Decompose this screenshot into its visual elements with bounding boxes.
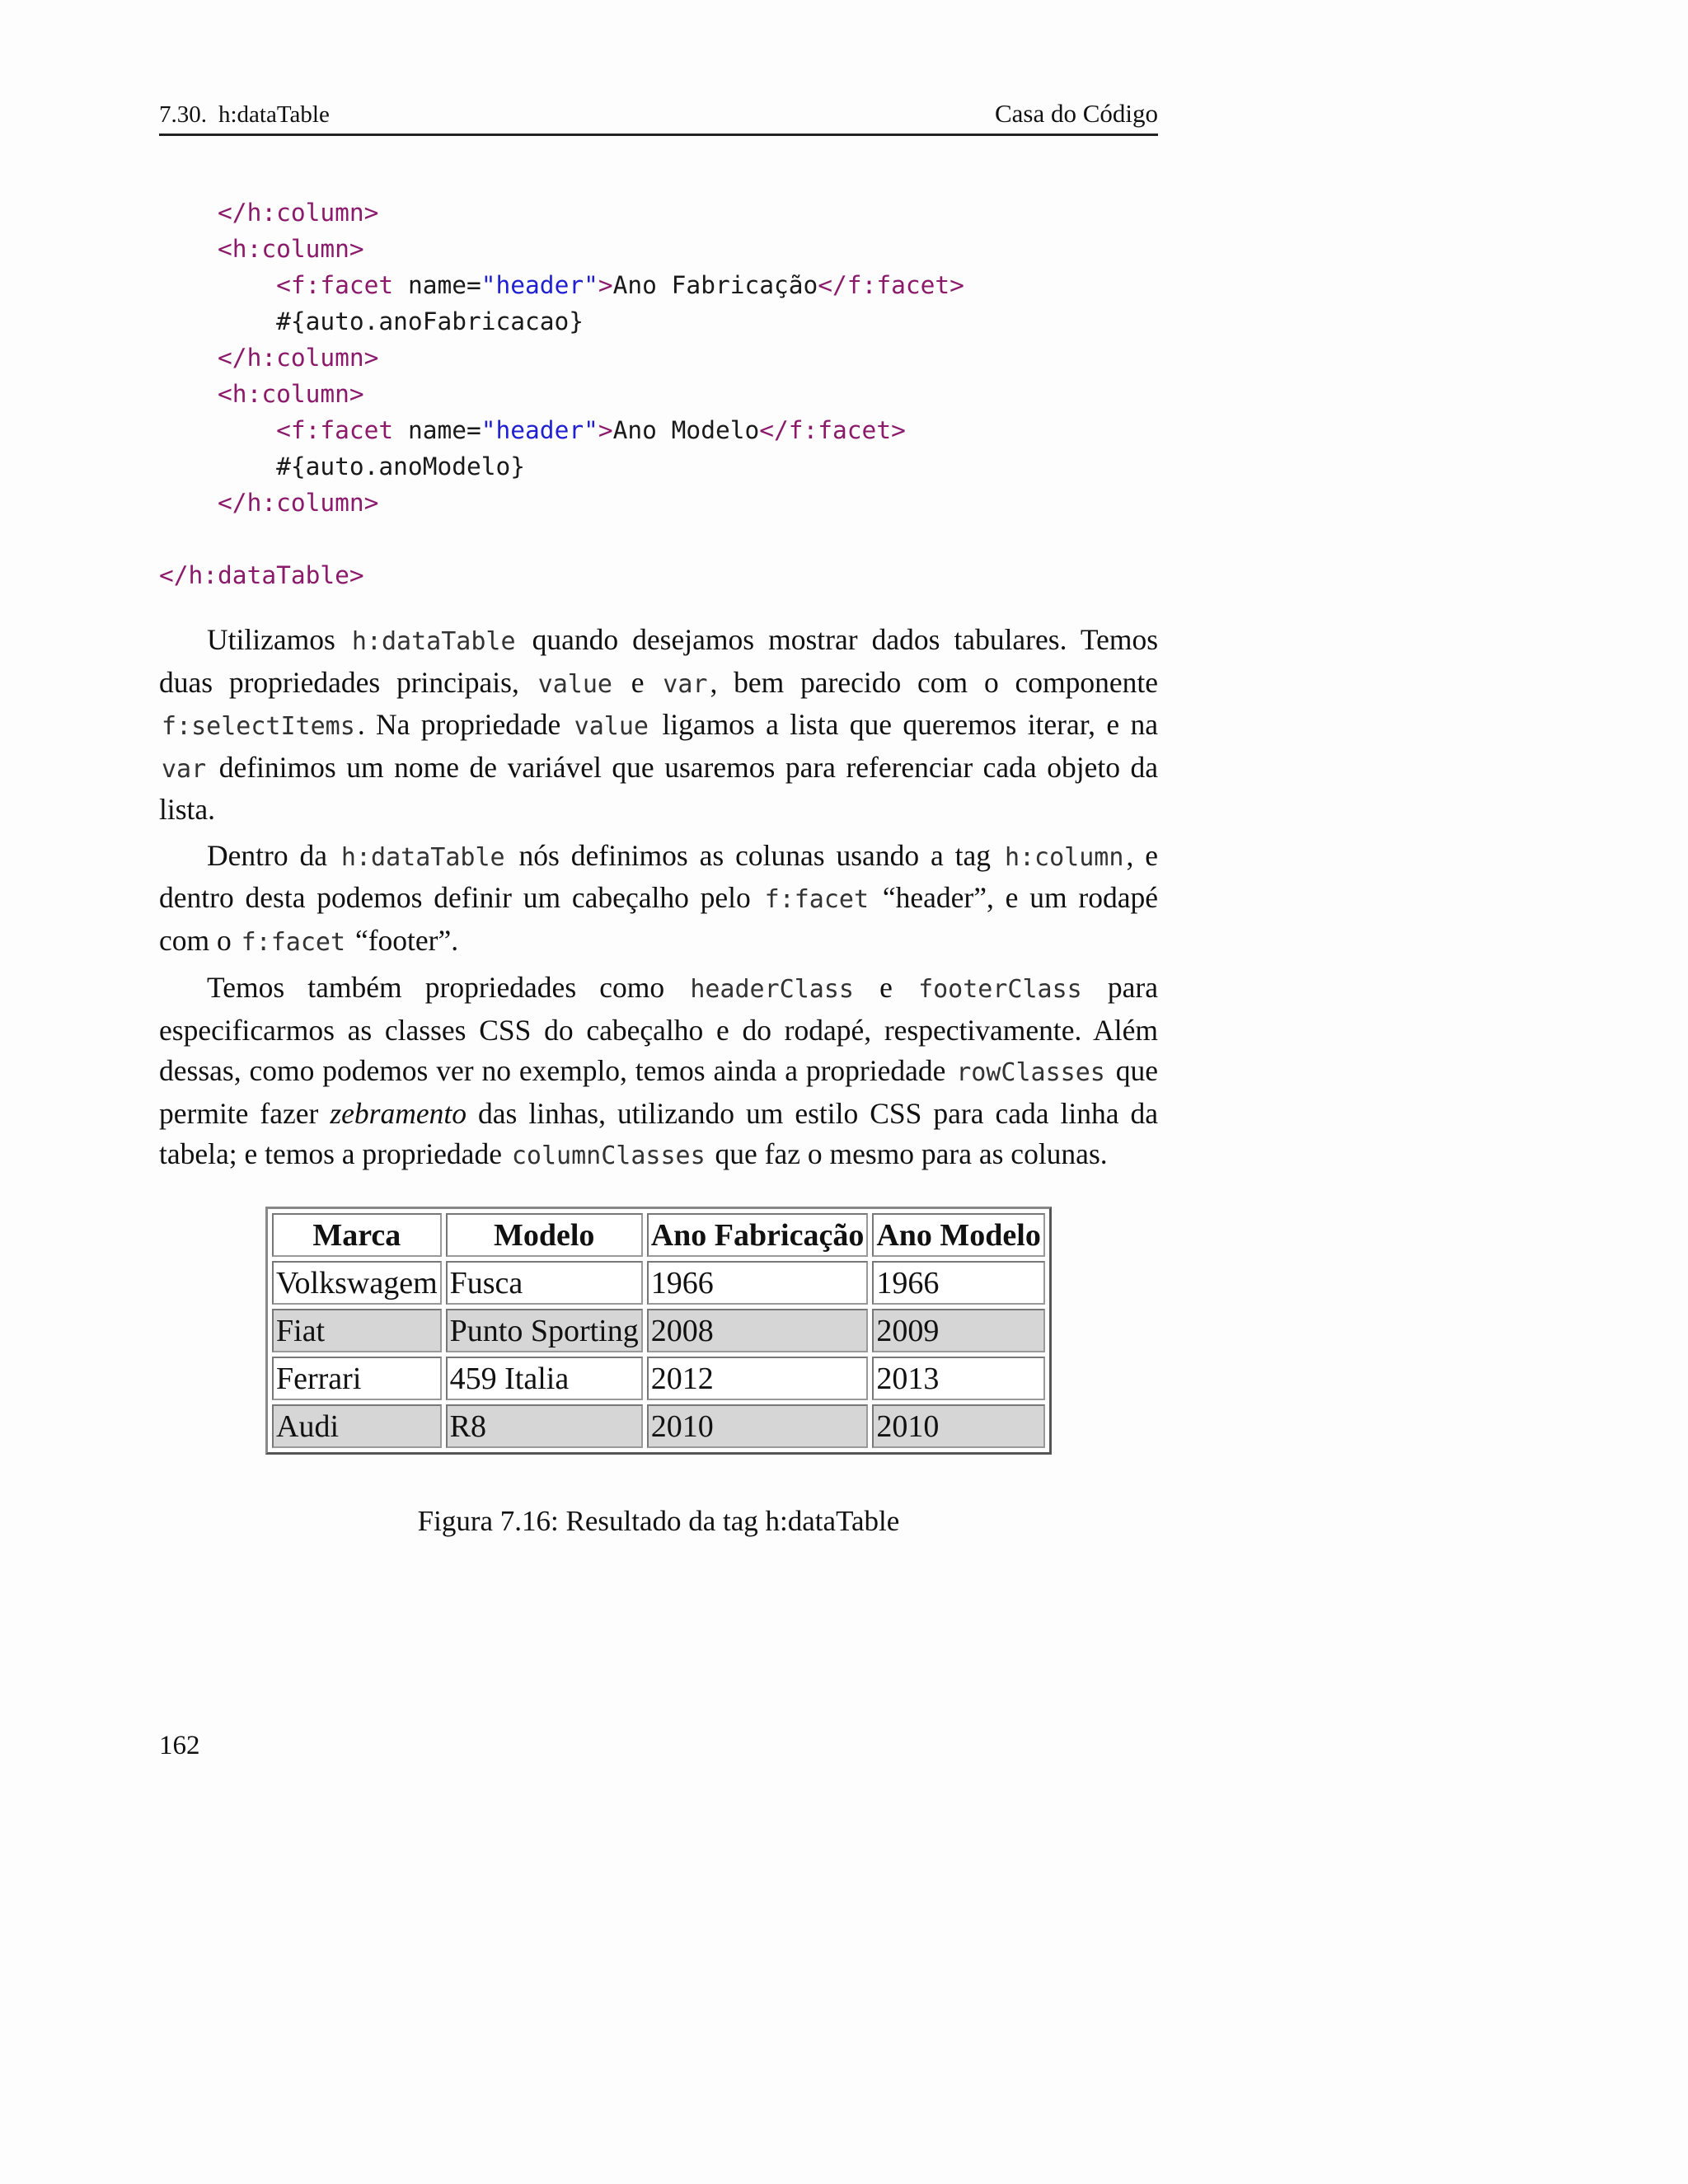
paragraph-text: “footer”. [348, 923, 459, 957]
table-cell: 2009 [872, 1309, 1045, 1352]
code-line [159, 267, 964, 303]
body-text [159, 620, 1158, 1182]
paragraph-text: Temos também propriedades como [207, 971, 688, 1004]
code-text [159, 235, 218, 263]
inline-code: rowClasses [956, 1058, 1105, 1087]
inline-code: h:dataTable [340, 842, 505, 872]
code-line [159, 485, 964, 521]
page-number: 162 [159, 1731, 200, 1760]
code-text [159, 489, 218, 517]
paragraph-text: para especificarmos as classes CSS do cabeçalho e do rodapé, respectivamente. Além dessas, como podemos ver no exemplo, temos ainda a propriedade [159, 971, 1158, 1087]
paragraph-text: nós definimos as colunas usando a tag [507, 838, 1002, 872]
code-text: name= [393, 416, 481, 444]
code-tag: </h:column> [218, 344, 379, 372]
emphasis: zebramento [330, 1096, 467, 1130]
inline-code: columnClasses [511, 1141, 706, 1170]
paragraph-text: “header”, e um rodapé com o [159, 881, 1159, 957]
code-text [159, 271, 276, 299]
table-row [272, 1309, 1045, 1352]
inline-code: f:facet [764, 885, 870, 914]
inline-code: var [162, 754, 207, 784]
paragraph-text: e [856, 971, 917, 1004]
paragraph-text: que permite fazer [159, 1054, 1158, 1130]
code-tag: </f:facet> [818, 271, 964, 299]
paragraph-text: Utilizamos [207, 623, 349, 656]
code-text [159, 344, 218, 372]
table-row [272, 1404, 1045, 1448]
table-row [272, 1357, 1045, 1400]
inline-code: footerClass [918, 975, 1082, 1004]
code-line [159, 376, 964, 412]
section-title: h:dataTable [218, 101, 330, 128]
paragraph-text: e [614, 665, 661, 699]
figure-caption: Figura 7.16: Resultado da tag h:dataTable [417, 1505, 900, 1537]
paragraph-text: . Na propriedade [357, 708, 572, 741]
inline-code: value [574, 712, 649, 741]
paragraph [159, 836, 1158, 963]
running-header [159, 97, 1158, 136]
paragraph-text: ligamos a lista que queremos iterar, e na [650, 708, 1159, 741]
section-number: 7.30. [159, 101, 207, 128]
table-cell: Fiat [272, 1309, 442, 1352]
code-line [159, 448, 964, 485]
code-text: #{auto.anoModelo} [159, 452, 526, 480]
code-tag: <h:column> [218, 380, 364, 408]
inline-code: var [663, 669, 708, 699]
code-tag: </h:column> [218, 199, 379, 227]
code-tag: <h:column> [218, 235, 364, 263]
paragraph-text: , e dentro desta podemos definir um cabeçalho pelo [159, 838, 1158, 914]
header-section [159, 101, 330, 129]
column-header: Marca [272, 1213, 442, 1257]
table-cell: R8 [446, 1404, 643, 1448]
code-text: #{auto.anoFabricacao} [159, 307, 584, 335]
code-line [159, 557, 964, 593]
table-cell: Punto Sporting [446, 1309, 643, 1352]
table-cell: Fusca [446, 1261, 643, 1305]
code-string: "header" [481, 416, 598, 444]
paragraph-text: que faz o mesmo para as colunas. [707, 1137, 1108, 1170]
table-cell: 2013 [872, 1357, 1045, 1400]
code-tag: </h:dataTable> [159, 561, 364, 589]
code-line [159, 340, 964, 376]
code-tag: </h:column> [218, 489, 379, 517]
paragraph-text: quando desejamos mostrar dados tabulares. Temos duas propriedades principais, [159, 623, 1159, 699]
code-text [159, 199, 218, 227]
column-header: Ano Fabricação [647, 1213, 869, 1257]
code-tag: </f:facet> [759, 416, 906, 444]
code-line [159, 412, 964, 448]
table-cell: Audi [272, 1404, 442, 1448]
code-line [159, 303, 964, 340]
table-cell: 459 Italia [446, 1357, 643, 1400]
code-line [159, 231, 964, 267]
code-listing [159, 194, 964, 593]
code-text [159, 416, 276, 444]
table-cell: 2010 [647, 1404, 869, 1448]
table-cell: 2012 [647, 1357, 869, 1400]
code-tag: > [598, 271, 613, 299]
table-cell: 1966 [872, 1261, 1045, 1305]
code-tag: > [598, 416, 613, 444]
table-cell: 2008 [647, 1309, 869, 1352]
table-cell: Ferrari [272, 1357, 442, 1400]
inline-code: h:dataTable [351, 627, 516, 656]
code-line [159, 521, 964, 557]
inline-code: f:selectItems [162, 712, 355, 741]
paragraph-text: , bem parecido com o componente [710, 665, 1158, 699]
inline-code: value [537, 669, 612, 699]
column-header: Ano Modelo [872, 1213, 1045, 1257]
paragraph [159, 620, 1158, 831]
inline-code: f:facet [241, 927, 346, 957]
book-title: Casa do Código [994, 99, 1158, 128]
paragraph-text: das linhas, utilizando um estilo CSS para cada linha da tabela; e temos a propriedade [159, 1096, 1158, 1170]
code-line [159, 194, 964, 231]
paragraph [159, 968, 1158, 1177]
table-header-row [272, 1213, 1045, 1257]
table-cell: 2010 [872, 1404, 1045, 1448]
table-row [272, 1261, 1045, 1305]
inline-code: headerClass [690, 975, 854, 1004]
paragraph-text: Dentro da [207, 838, 339, 872]
code-text: name= [393, 271, 481, 299]
inline-code: h:column [1004, 842, 1124, 872]
code-text: Ano Fabricação [612, 271, 818, 299]
code-text [159, 380, 218, 408]
paragraph-text: definimos um nome de variável que usaremos para referenciar cada objeto da lista. [159, 750, 1158, 826]
column-header: Modelo [446, 1213, 643, 1257]
table-cell: 1966 [647, 1261, 869, 1305]
code-tag: <f:facet [276, 271, 394, 299]
code-tag: <f:facet [276, 416, 394, 444]
figure-table [265, 1207, 1052, 1455]
code-text: Ano Modelo [612, 416, 760, 444]
code-string: "header" [481, 271, 598, 299]
table-cell: Volkswagem [272, 1261, 442, 1305]
